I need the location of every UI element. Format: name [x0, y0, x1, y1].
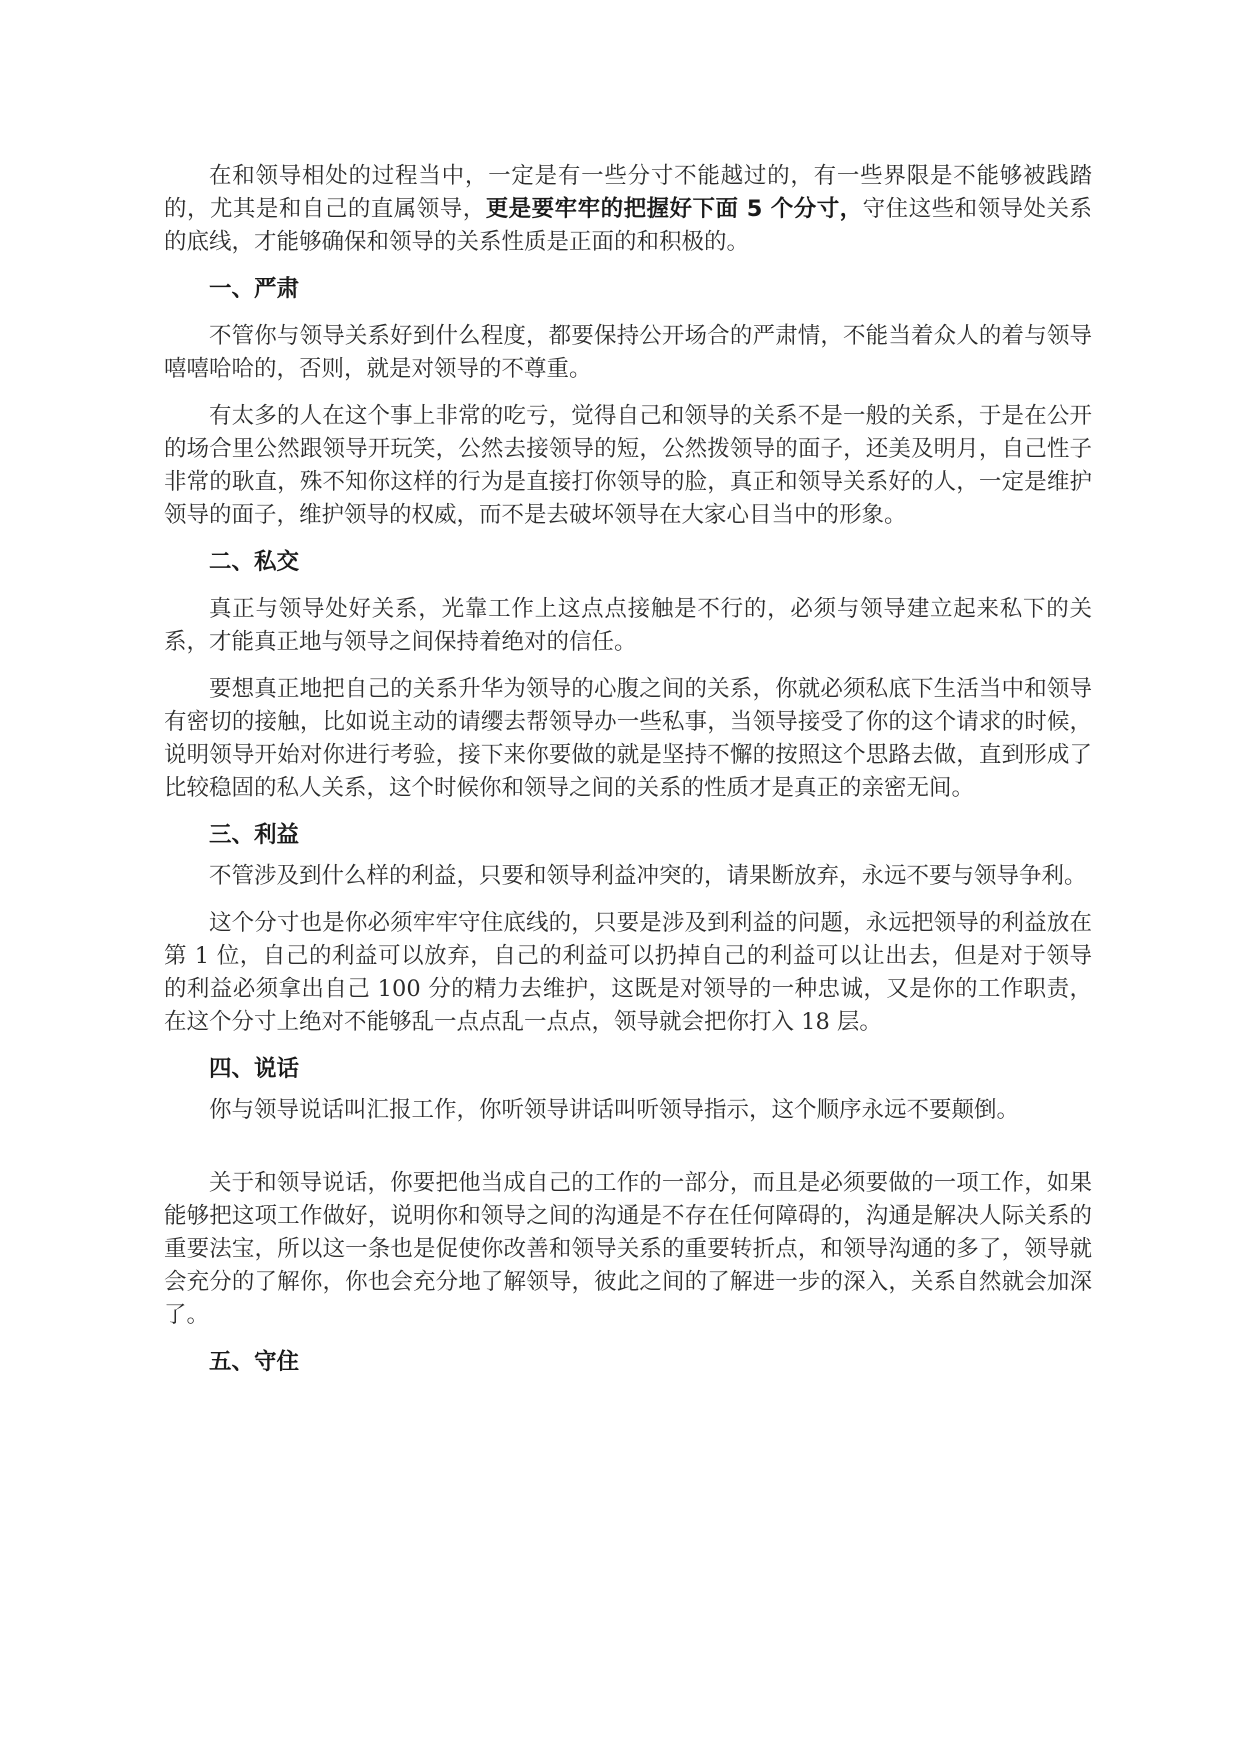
section-3-paragraph-2: 这个分寸也是你必须牢牢守住底线的，只要是涉及到利益的问题，永远把领导的利益放在第 1 位，自己的利益可以放弃，自己的利益可以扔掉自己的利益可以让出去，但是对于领导的利益必须拿出自己 100 分的精力去维护，这既是对领导的一种忠诚，又是你的工作职责，在这个分寸上绝对不能够乱一点点乱一点点，领导就会把你打入 18 层。	[164, 910, 1092, 1035]
section-1-paragraph-1: 不管你与领导关系好到什么程度，都要保持公开场合的严肃情，不能当着众人的着与领导嘻嘻哈哈的，否则，就是对领导的不尊重。	[164, 323, 1092, 382]
intro-text: 在和领导相处的过程当中，一定是有一些分寸不能越过的，有一些界限是不能够被践踏的，尤其是和自己的直属领导，	[164, 163, 1092, 222]
section-heading-3: 三、利益	[209, 822, 300, 848]
section-4-paragraph-2: 关于和领导说话，你要把他当成自己的工作的一部分，而且是必须要做的一项工作，如果能够把这项工作做好，说明你和领导之间的沟通是不存在任何障碍的，沟通是解决人际关系的重要法宝，所以这一条也是促使你改善和领导关系的重要转折点，和领导沟通的多了，领导就会充分的了解你，你也会充分地了解领导，彼此之间的了解进一步的深入，关系自然就会加深了。	[164, 1170, 1092, 1328]
intro-text-end: 守住这些和领导处关系的底线，才能够确保和领导的关系性质是正面的和积极的。	[164, 196, 1092, 255]
document-page	[164, 160, 1092, 1379]
section-heading-4: 四、说话	[209, 1056, 300, 1082]
section-4-paragraph-1: 你与领导说话叫汇报工作，你听领导讲话叫听领导指示，这个顺序永远不要颠倒。	[209, 1097, 1020, 1123]
section-2-paragraph-1: 真正与领导处好关系，光靠工作上这点点接触是不行的，必须与领导建立起来私下的关系，才能真正地与领导之间保持着绝对的信任。	[164, 596, 1092, 655]
section-2-paragraph-2: 要想真正地把自己的关系升华为领导的心腹之间的关系，你就必须私底下生活当中和领导有密切的接触，比如说主动的请缨去帮领导办一些私事，当领导接受了你的这个请求的时候，说明领导开始对你进行考验，接下来你要做的就是坚持不懈的按照这个思路去做，直到形成了比较稳固的私人关系，这个时候你和领导之间的关系的性质才是真正的亲密无间。	[164, 676, 1092, 801]
section-1-paragraph-2: 有太多的人在这个事上非常的吃亏，觉得自己和领导的关系不是一般的关系，于是在公开的场合里公然跟领导开玩笑，公然去接领导的短，公然拨领导的面子，还美及明月，自己性子非常的耿直，殊不知你这样的行为是直接打你领导的脸，真正和领导关系好的人，一定是维护领导的面子，维护领导的权威，而不是去破坏领导在大家心目当中的形象。	[164, 403, 1092, 528]
intro-paragraph	[164, 160, 1092, 259]
section-3-paragraph-1: 不管涉及到什么样的利益，只要和领导利益冲突的，请果断放弃，永远不要与领导争利。	[209, 863, 1087, 889]
section-heading-5: 五、守住	[209, 1349, 300, 1375]
section-heading-1: 一、严肃	[209, 276, 300, 302]
intro-bold-text: 更是要牢牢的把握好下面 5 个分寸，	[485, 196, 863, 222]
section-heading-2: 二、私交	[209, 549, 300, 575]
